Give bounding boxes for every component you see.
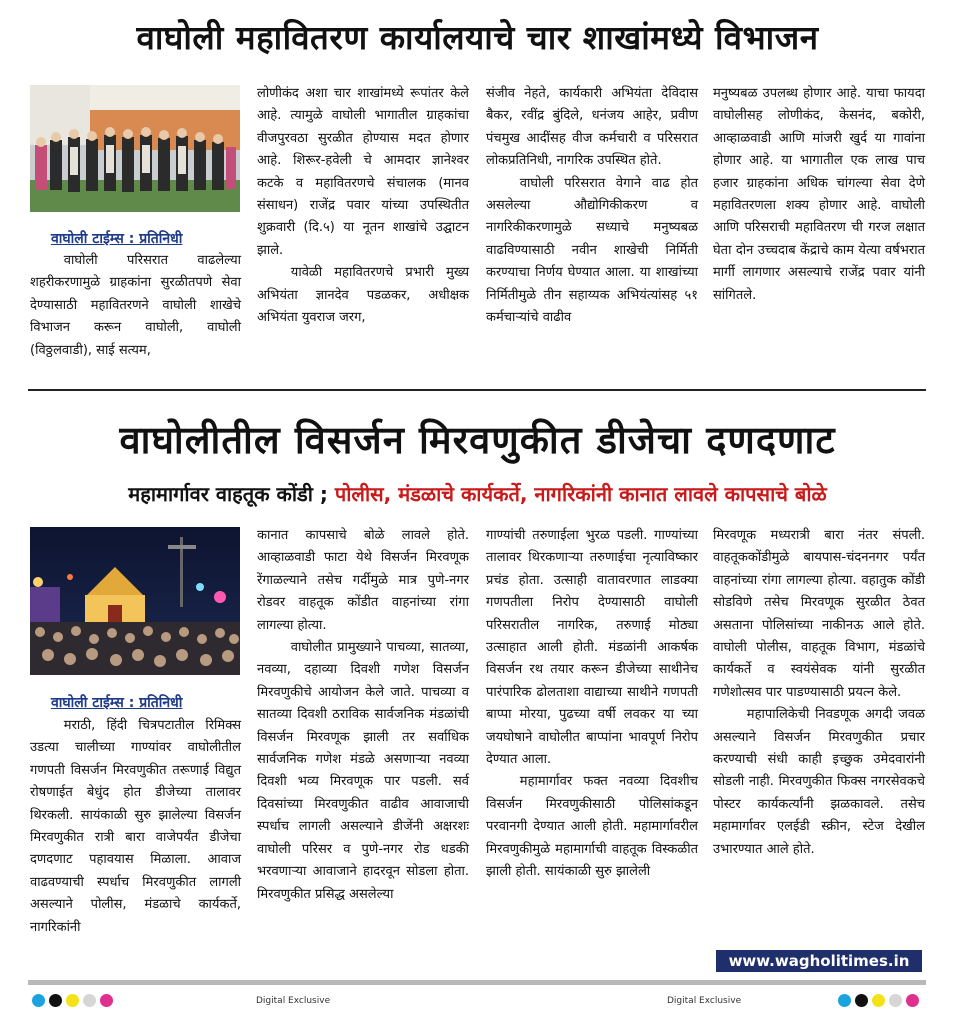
article1-photo: [30, 85, 240, 212]
article2-col2-para1: कानात कापसाचे बोळे लावले होते. आव्हाळवाडी फाटा येथे विसर्जन मिरवणूक रेंगाळल्याने तसेच गर्दीमुळे मात्र पुणे-नगर रोडवर वाहतूक कोंडीत वाहनांच्या रांगा लागल्या होत्या.: [257, 528, 469, 633]
registration-dot: [872, 994, 885, 1007]
footer-bar: [28, 980, 926, 985]
article2-photo: [30, 527, 240, 675]
article2-subheadline: [0, 480, 955, 507]
registration-dot: [889, 994, 902, 1007]
section-divider: [28, 389, 926, 391]
article1-col4: [713, 83, 925, 307]
article1-col2: [257, 83, 469, 329]
article1-col2-para1: लोणीकंद अशा चार शाखांमध्ये रूपांतर केले आहे. त्यामुळे वाघोली भागातील ग्राहकांचा वीजपुरवठा सुरळीत होण्यास मदत होणार आहे. शिरूर-हवेली चे आमदार ज्ञानेश्वर कटके व महावितरणचे संचालक (मानव संसाधन) राजेंद्र पवार यांच्या उपस्थितीत शुक्रवारी (दि.५) या नूतन शाखांचे उद्घाटन झाले.: [257, 86, 469, 258]
registration-dot: [49, 994, 62, 1007]
article1-col3: [486, 83, 698, 329]
registration-dot: [66, 994, 79, 1007]
article1-col4-text: मनुष्यबळ उपलब्ध होणार आहे. याचा फायदा वाघोलीसह लोणीकंद, केसनंद, बकोरी, आव्हाळवाडी आणि मांजरी खुर्द या गावांना होणार आहे. या भागातील एक लाख पाच हजार ग्राहकांना अधिक चांगल्या सेवा देणे महावितरणला शक्य होणार आहे. वाघोली आणि परिसराची महावितरण ची गरज लक्षात घेता दोन उच्चदाब केंद्राचे काम येत्या वर्षभरात मार्गी लागणार असल्याचे राजेंद्र पवार यांनी सांगितले.: [713, 86, 925, 303]
article2-col2: [257, 525, 469, 906]
registration-dot: [838, 994, 851, 1007]
digital-exclusive-right: Digital Exclusive: [667, 996, 742, 1006]
color-dots-left: [32, 994, 113, 1007]
article1-col2-para2: यावेळी महावितरणचे प्रभारी मुख्य अभियंता ज्ञानदेव पडळकर, अधीक्षक अभियंता युवराज जरग,: [257, 265, 469, 326]
article2-col3-para1: गाण्यांची तरुणाईला भुरळ पडली. गाण्यांच्या तालावर थिरकणाऱ्या तरुणाईचा नृत्याविष्कार प्रचंड होता. उत्साही वातावरणात लाडक्या गणपतीला निरोप देण्यासाठी वाघोली परिसरातील नागरिक, तरुणाई मोठ्या उत्साहात आली होती. मंडळांनी आकर्षक विसर्जन रथ तयार करून डीजेच्या साथीनेच पारंपारिक ढोलताशा वाद्याच्या साथीने गणपती बाप्पा मोरया, पुढच्या वर्षी लवकर या च्या जयघोषाने वाघोलीत बाप्पांना भावपूर्ण निरोप देण्यात आला.: [486, 528, 698, 768]
registration-dot: [855, 994, 868, 1007]
article2-col1: [30, 715, 241, 939]
article2-col3: [486, 525, 698, 884]
article1-headline: वाघोली महावितरण कार्यालयाचे चार शाखांमध्ये विभाजन: [136, 18, 819, 57]
website-url[interactable]: www.wagholitimes.in: [716, 950, 922, 972]
article1-col3-para2: वाघोली परिसरात वेगाने वाढ होत असलेल्या औद्योगिकीकरण व नागरिकीकरणामुळे सध्याचे मनुष्यबळ वाढविण्यासाठी नवीन शाखेची निर्मिती करण्याचा निर्णय घेण्यात आला. या शाखांच्या निर्मितीमुळे तीन सहाय्यक अभियंत्यांसह ५१ कर्मचाऱ्यांचे वाढीव: [486, 175, 698, 326]
registration-dot: [100, 994, 113, 1007]
article1-col3-para1: संजीव नेहते, कार्यकारी अभियंता देविदास बैकर, रवींद्र बुंदिले, धनंजय आहेर, प्रवीण पंचमुख आदींसह वीज कर्मचारी व परिसरात लोकप्रतिनिधी, नागरिक उपस्थित होते.: [486, 86, 698, 169]
article2-col4-para2: महापालिकेची निवडणूक अगदी जवळ असल्याने विसर्जन मिरवणुकीत प्रचार करण्याची संधी काही इच्छुक उमेदवारांनी सोडली नाही. मिरवणुकीत फिक्स नगरसेवकचे पोस्टर कार्यकर्त्यांनी झळकावले. तसेच महामार्गावर एलईडी स्क्रीन, स्टेज देखील उभारण्यात आले होते.: [713, 707, 925, 857]
article1-col1: [30, 250, 241, 362]
registration-dot: [83, 994, 96, 1007]
article2-col4-para1: मिरवणूक मध्यरात्री बारा नंतर संपली. वाहतूककोंडीमुळे बायपास-चंदननगर पर्यंत वाहनांच्या रांगा लागल्या होत्या. वहातुक कोंडी सोडविणे तसेच मिरवणूक सुरळीत ठेवत असताना पोलिसांच्या नाकीनऊ आले होते. वाघोली पोलीस, वाहतूक विभाग, मंडळांचे कार्यकर्ते व स्वयंसेवक यांनी सुरळीत गणेशोत्सव पार पाडण्यासाठी प्रयत्न केले.: [713, 528, 925, 700]
subhead-red-text: पोलीस, मंडळाचे कार्यकर्ते, नागरिकांनी कानात लावले कापसाचे बोळे: [334, 482, 827, 506]
article2-col1-text: मराठी, हिंदी चित्रपटातील रिमिक्स उडत्या चालीच्या गाण्यांवर वाघोलीतील गणपती विसर्जन मिरवणुकीत तरूणाई विद्युत रोषणाईत बेधुंद होत डीजेच्या तालावर थिरकली. सायंकाळी सुरु झालेल्या विसर्जन मिरवणुकीत रात्री बारा वाजेपर्यंत डीजेचा दणदणाट पहावयास मिळाला. आवाज वाढवण्याची स्पर्धाच मिरवणुकीत लागली असल्याने पोलीस, मंडळाचे कार्यकर्ते, नागरिकांनी: [30, 718, 241, 935]
article2-headline: वाघोलीतील विसर्जन मिरवणुकीत डीजेचा दणदणाट: [119, 418, 836, 462]
article2-byline: वाघोली टाईम्स : प्रतिनिधी: [51, 695, 183, 711]
digital-exclusive-left: Digital Exclusive: [256, 996, 331, 1006]
subhead-black-text: महामार्गावर वाहतूक कोंडी ;: [128, 482, 328, 506]
color-dots-right: [838, 994, 919, 1007]
article2-col3-para2: महामार्गावर फक्त नवव्या दिवशीच विसर्जन मिरवणुकीसाठी पोलिसांकडून परवानगी देण्यात आली होती. महामार्गावरील मिरवणुकीमुळे महामार्गाची वाहतूक विस्कळीत झाली होती. सायंकाळी सुरु झालेली: [486, 774, 698, 880]
registration-dot: [32, 994, 45, 1007]
registration-dot: [906, 994, 919, 1007]
article1-col1-text: वाघोली परिसरात वाढलेल्या शहरीकरणामुळे ग्राहकांना सुरळीतपणे सेवा देण्यासाठी महावितरणने वाघोली शाखेचे विभाजन करून वाघोली, वाघोली (विठ्ठलवाडी), साई सत्यम,: [30, 253, 241, 358]
article2-col2-para2: वाघोलीत प्रामुख्याने पाचव्या, सातव्या, नवव्या, दहाव्या दिवशी गणेश विसर्जन मिरवणुकीचे आयोजन केले जाते. पाचव्या व सातव्या दिवशी ठराविक सार्वजनिक मंडळांची विसर्जन मिरवणूक झाली तर सर्वाधिक सार्वजनिक गणेश मंडळे असणाऱ्या नवव्या दिवशी भव्य मिरवणूक पार पडली. सर्व दिवसांच्या मिरवणुकीत वाढीव आवाजाची स्पर्धाच लागली असल्याने डीजेंनी अक्षरशः वाघोली परिसर व पुणे-नगर रोड धडकी भरवणाऱ्या आवाजाने हादरवून सोडला होता. मिरवणुकीत प्रसिद्ध असलेल्या: [257, 640, 469, 902]
article2-col4: [713, 525, 925, 861]
article1-byline: वाघोली टाईम्स : प्रतिनिधी: [51, 231, 183, 247]
